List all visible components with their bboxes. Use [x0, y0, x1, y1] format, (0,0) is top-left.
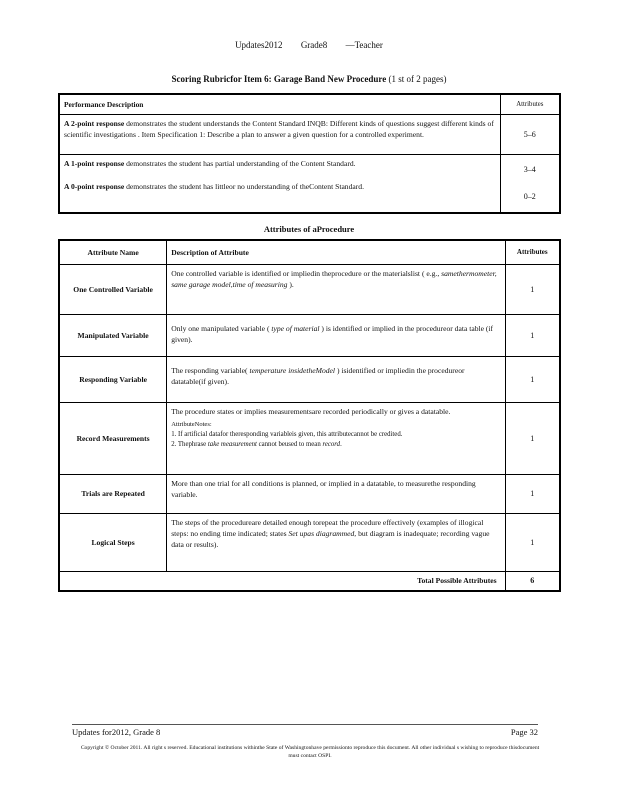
- desc-text: ) is identified or implied in the procedureor data table (if given).: [171, 323, 494, 344]
- note-italic-text: record: [322, 440, 341, 448]
- attribute-name: One Controlled Variable: [59, 264, 167, 314]
- total-label: Total Possible Attributes: [59, 571, 505, 591]
- col-attribute-count: Attributes: [505, 240, 560, 264]
- attribute-name: Record Measurements: [59, 402, 167, 474]
- desc-text: The responding variable(: [171, 365, 248, 375]
- desc-text: ).: [289, 279, 294, 289]
- copyright-notice: Copyright © October 2011. All right s reserved. Educational institutions withinthe State of Washingtonhave permissionto reproduce this document. All other individual s wishing to reproduce thisdocument must contact OSPI.: [80, 745, 540, 759]
- col-performance-description: Performance Description: [59, 94, 500, 115]
- rubric-attributes-value: 5–6: [500, 115, 560, 155]
- attribute-row-responding-variable: [59, 356, 560, 402]
- note-text: 2. Thephrase: [171, 440, 207, 448]
- response-label: A 0-point response: [64, 182, 125, 191]
- header-left: Updates2012: [235, 40, 283, 50]
- desc-text: ) isidentified or impliedin the procedureor datatable(if given).: [171, 365, 465, 386]
- attribute-row-record-measurements: [59, 402, 560, 474]
- response-1-point: [64, 158, 496, 169]
- response-label: A 1-point response: [64, 159, 125, 168]
- col-attribute-description: Description of Attribute: [167, 240, 505, 264]
- attribute-row-logical-steps: [59, 513, 560, 571]
- attribute-note-1: 1. If artificial datafor theresponding variableis given, this attributecannot be credited.: [171, 430, 403, 438]
- rubric-attributes-value: 3–4: [523, 165, 536, 175]
- attribute-note-2: [171, 440, 500, 450]
- total-value: 6: [505, 571, 560, 591]
- attribute-description: [167, 314, 505, 356]
- attributes-table: [58, 239, 561, 592]
- desc-italic-text: Set upas diagrammed,: [288, 528, 357, 538]
- attribute-row-controlled-variable: [59, 264, 560, 314]
- note-italic-text: take measurement: [207, 440, 257, 448]
- response-text: demonstrates the student has littleor no understanding of theContent Standard.: [126, 182, 364, 191]
- response-0-point: [64, 181, 496, 192]
- rubric-attributes-value: 0–2: [523, 192, 536, 202]
- col-attribute-name: Attribute Name: [59, 240, 167, 264]
- desc-italic-text: samethermometer, same garage model,time of measuring: [171, 268, 497, 289]
- desc-text: Only one manipulated variable (: [171, 323, 270, 333]
- attribute-description: [167, 264, 505, 314]
- scoring-title-pages: (1 st of 2 pages): [388, 74, 447, 84]
- page-header: [0, 40, 618, 50]
- attribute-description: [167, 474, 505, 513]
- response-label: A 2-point response: [64, 119, 125, 128]
- attribute-value: 1: [505, 513, 560, 571]
- attribute-name: Responding Variable: [59, 356, 167, 402]
- attribute-row-manipulated-variable: [59, 314, 560, 356]
- desc-text: The procedure states or implies measurementsare recorded periodically or gives a datatable.: [171, 406, 451, 416]
- attribute-name: Manipulated Variable: [59, 314, 167, 356]
- attribute-name: Trials are Repeated: [59, 474, 167, 513]
- total-row: [59, 571, 560, 591]
- attribute-description: [167, 356, 505, 402]
- attribute-name: Logical Steps: [59, 513, 167, 571]
- scoring-title-text: Scoring Rubricfor Item 6: Garage Band New Procedure: [171, 74, 387, 84]
- col-attributes: Attributes: [500, 94, 560, 115]
- rubric-row-2-point: [59, 115, 560, 155]
- attribute-value: 1: [505, 474, 560, 513]
- response-text: demonstrates the student has partial understanding of the Content Standard.: [126, 159, 356, 168]
- attribute-value: 1: [505, 264, 560, 314]
- attribute-row-trials-repeated: [59, 474, 560, 513]
- attribute-value: 1: [505, 356, 560, 402]
- attributes-section-title: Attributes of aProcedure: [263, 224, 355, 234]
- page-footer: [72, 724, 538, 737]
- desc-text: but diagram is inadequate; recording vague data or results).: [171, 528, 490, 549]
- desc-italic-text: temperature insidetheModel: [249, 365, 336, 375]
- footer-left: Updates for2012, Grade 8: [72, 727, 161, 737]
- rubric-row-1-0-point: [59, 155, 560, 213]
- response-text: demonstrates the student understands the Content Standard INQB: Different kinds of questions suggest different kinds of scientific investigations . Item Specification 1: Describe a plan to answer a given question for a controlled experiment.: [64, 119, 494, 139]
- attribute-notes-heading: AttributeNotes:: [171, 420, 212, 428]
- header-right: —Teacher: [345, 40, 383, 50]
- header-grade: Grade8: [300, 40, 328, 50]
- attribute-value: 1: [505, 314, 560, 356]
- attribute-description: [167, 402, 505, 474]
- attribute-description: [167, 513, 505, 571]
- page-number: Page 32: [510, 727, 538, 737]
- note-text: .: [340, 440, 342, 448]
- desc-italic-text: type of material: [271, 323, 320, 333]
- rubric-table: [58, 93, 561, 214]
- note-text: cannot beused to mean: [258, 440, 321, 448]
- attribute-value: 1: [505, 402, 560, 474]
- scoring-rubric-title: [0, 74, 618, 84]
- desc-text: The steps of the procedureare detailed enough torepeat the procedure effectively (examples of illogical steps: no ending time indicated; states: [171, 517, 484, 538]
- desc-text: More than one trial for all conditions is planned, or implied in a datatable, to measurethe responding variable.: [171, 478, 476, 499]
- desc-text: One controlled variable is identified or impliedin theprocedure or the materialslist ( e.g.,: [171, 268, 440, 278]
